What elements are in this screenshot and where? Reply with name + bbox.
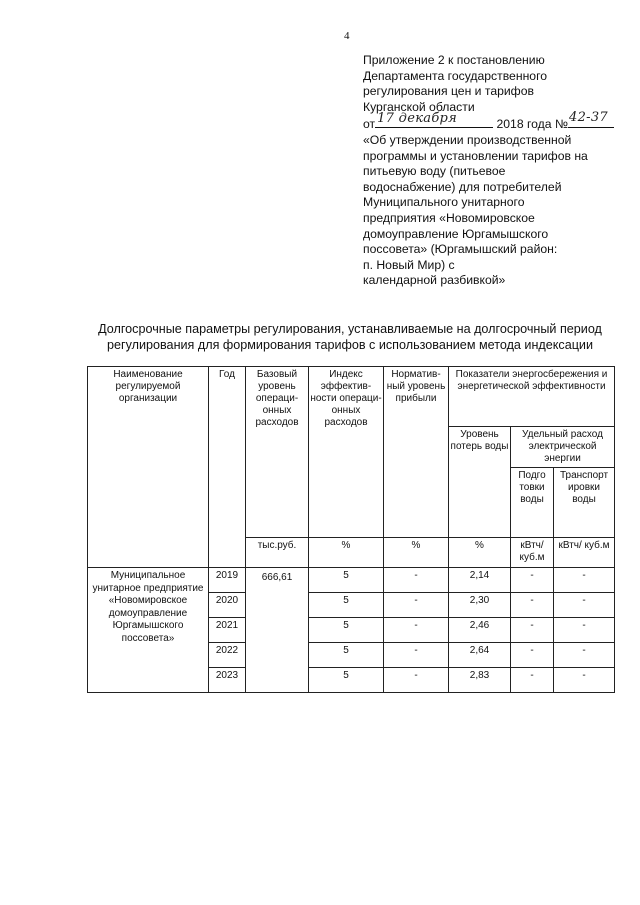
unit-losses: %: [449, 538, 511, 568]
cell-index: 5: [309, 643, 384, 668]
title-line: регулирования для формирования тарифов с использованием метода индексации: [107, 338, 593, 352]
parameters-table: [87, 366, 615, 693]
cell-transport: -: [554, 568, 615, 593]
header-energy: Показатели энергосбережения и энергетической эффективности: [449, 367, 615, 427]
cell-transport: -: [554, 618, 615, 643]
cell-prep: -: [511, 668, 554, 693]
annex-subject-line: «Об утверждении производственной: [363, 132, 572, 147]
annex-subject-line: домоуправление Юргамышского: [363, 226, 549, 241]
header-index: Индекс эффектив-ности операци-онных расходов: [309, 367, 384, 538]
cell-profit: -: [384, 643, 449, 668]
unit-index: %: [309, 538, 384, 568]
cell-index: 5: [309, 618, 384, 643]
cell-year: 2022: [209, 643, 246, 668]
document-title: [80, 321, 620, 353]
cell-prep: -: [511, 593, 554, 618]
handwritten-date: 17 декабря: [377, 111, 458, 127]
cell-transport: -: [554, 593, 615, 618]
header-org: Наименование регулируемой организации: [88, 367, 209, 568]
header-profit: Норматив-ный уровень прибыли: [384, 367, 449, 538]
annex-line: Приложение 2 к постановлению: [363, 53, 545, 67]
cell-year: 2021: [209, 618, 246, 643]
cell-losses: 2,46: [449, 618, 511, 643]
cell-prep: -: [511, 618, 554, 643]
cell-losses: 2,64: [449, 643, 511, 668]
cell-losses: 2,14: [449, 568, 511, 593]
cell-profit: -: [384, 668, 449, 693]
page-number: 4: [344, 30, 350, 42]
cell-profit: -: [384, 618, 449, 643]
cell-prep: -: [511, 643, 554, 668]
date-suffix: 2018 года №: [496, 117, 569, 132]
unit-profit: %: [384, 538, 449, 568]
annex-subject-line: питьевую воду (питьевое: [363, 164, 506, 179]
annex-subject-line: Муниципального унитарного: [363, 195, 525, 210]
header-losses: Уровень потерь воды: [449, 427, 511, 538]
unit-transport: кВтч/ куб.м: [554, 538, 615, 568]
cell-losses: 2,83: [449, 668, 511, 693]
header-base: Базовый уровень операци-онных расходов: [246, 367, 309, 538]
cell-losses: 2,30: [449, 593, 511, 618]
handwritten-number: 42-37: [569, 110, 609, 126]
annex-subject-line: программы и установлении тарифов на: [363, 148, 588, 163]
annex-subject-line: поссовета» (Юргамышский район:: [363, 242, 558, 257]
cell-year: 2020: [209, 593, 246, 618]
cell-base-value: 666,61: [246, 568, 309, 693]
annex-subject-line: водоснабжение) для потребителей: [363, 179, 562, 194]
header-specific: Удельный расход электрической энергии: [511, 427, 615, 468]
cell-transport: -: [554, 643, 615, 668]
cell-year: 2019: [209, 568, 246, 593]
annex-date-line: [363, 110, 628, 133]
annex-subject-line: предприятия «Новомировское: [363, 210, 535, 225]
annex-subject-line: календарной разбивкой»: [363, 273, 506, 288]
cell-profit: -: [384, 568, 449, 593]
annex-line: регулирования цен и тарифов: [363, 84, 534, 99]
annex-block: [363, 53, 628, 289]
title-line: Долгосрочные параметры регулирования, устанавливаемые на долгосрочный период: [98, 322, 602, 336]
cell-index: 5: [309, 668, 384, 693]
cell-index: 5: [309, 568, 384, 593]
date-prefix: от: [363, 117, 376, 132]
unit-base: тыс.руб.: [246, 538, 309, 568]
header-prep: Подго товки воды: [511, 468, 554, 538]
unit-prep: кВтч/ куб.м: [511, 538, 554, 568]
annex-line: Курганской области: [363, 99, 475, 114]
cell-index: 5: [309, 593, 384, 618]
cell-profit: -: [384, 593, 449, 618]
header-year: Год: [209, 367, 246, 568]
header-transport: Транспорт ировки воды: [554, 468, 615, 538]
cell-prep: -: [511, 568, 554, 593]
cell-year: 2023: [209, 668, 246, 693]
table-row: [88, 568, 615, 593]
annex-line: Департамента государственного: [363, 68, 548, 83]
organization-name: Муниципальное унитарное предприятие «Новомировское домоуправление Юргамышского поссовета»: [88, 568, 209, 693]
cell-transport: -: [554, 668, 615, 693]
annex-subject-line: п. Новый Мир) с: [363, 257, 455, 272]
